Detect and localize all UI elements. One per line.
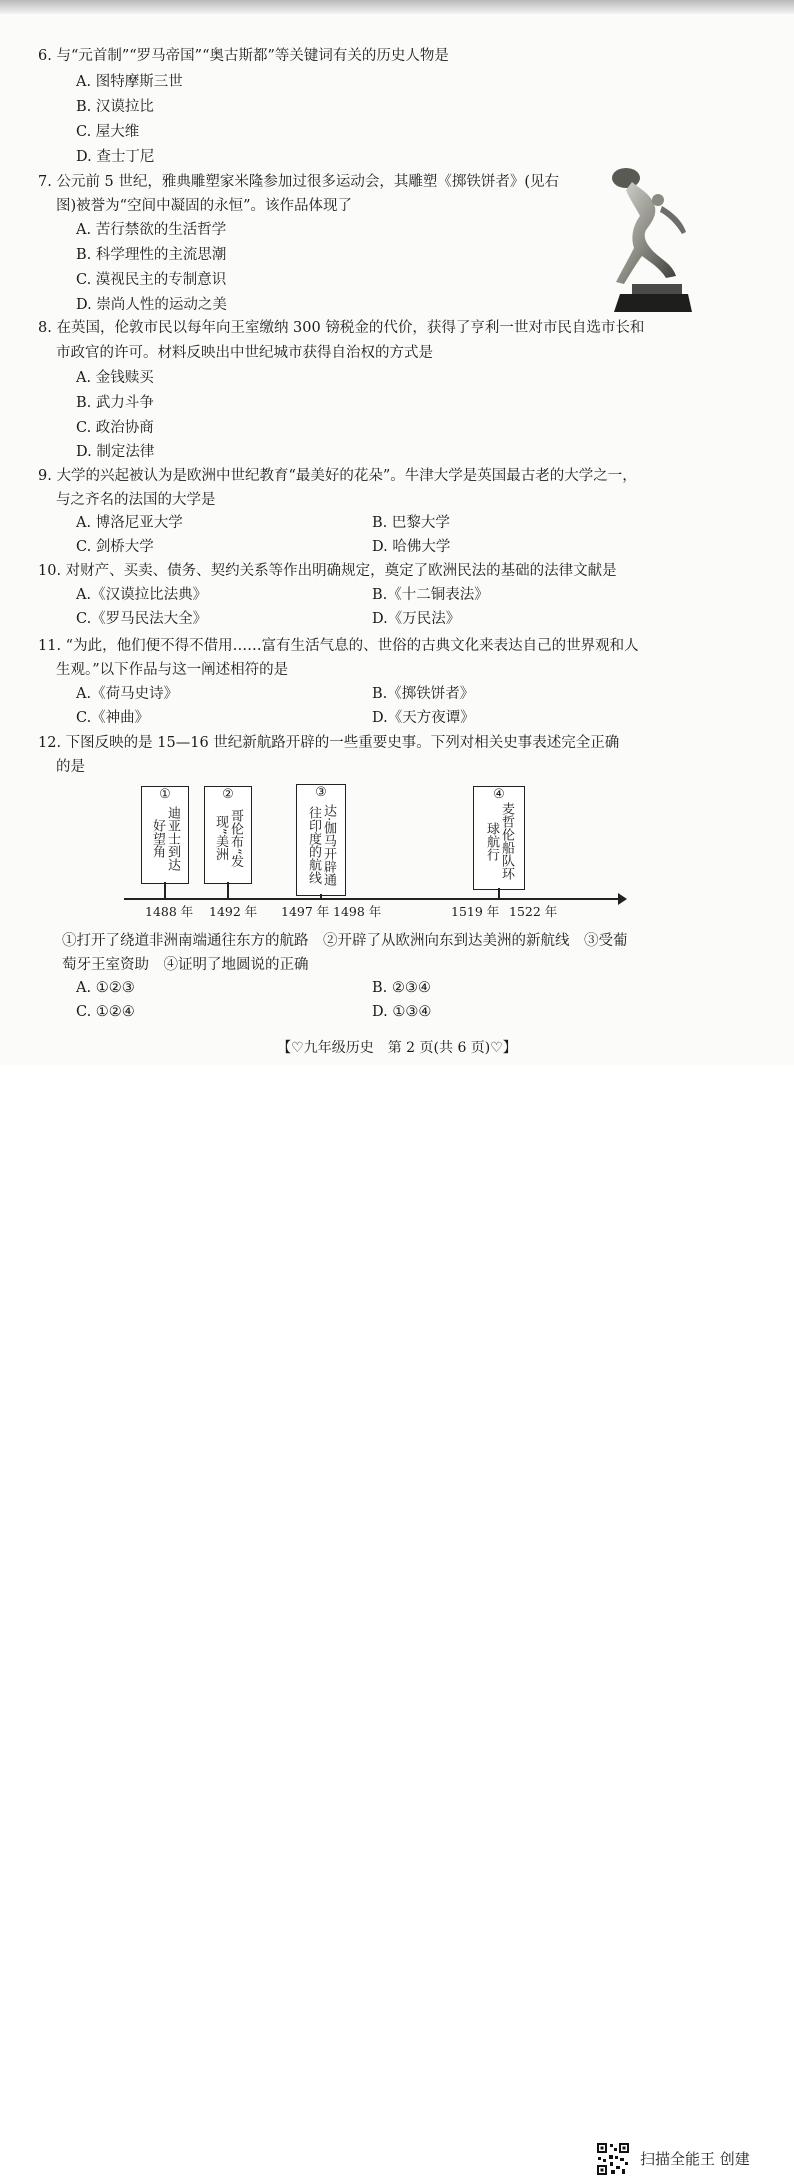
q7-stem-line2: 图)被誉为“空间中凝固的永恒”。该作品体现了 bbox=[56, 198, 352, 214]
timeline-year-3: 1497 年 bbox=[281, 904, 330, 919]
q10-option-a: A.《汉谟拉比法典》 bbox=[76, 587, 208, 603]
q6-option-c: C. 屋大维 bbox=[76, 124, 140, 140]
timeline-event-4 bbox=[473, 786, 525, 890]
q12-option-d: D. ①③④ bbox=[372, 1004, 432, 1020]
q11-option-b: B.《掷铁饼者》 bbox=[372, 686, 475, 702]
timeline-year-5: 1519 年 bbox=[451, 904, 500, 919]
q10-option-c: C.《罗马民法大全》 bbox=[76, 611, 208, 627]
q7-option-b: B. 科学理性的主流思潮 bbox=[76, 247, 227, 263]
q7-stem-line1: 7. 公元前 5 世纪，雅典雕塑家米隆参加过很多运动会，其雕塑《掷铁饼者》(见右 bbox=[38, 174, 560, 190]
q12-stem-line2: 的是 bbox=[56, 759, 85, 775]
timeline-connector-4 bbox=[498, 888, 500, 898]
timeline-event-2-number: ② bbox=[222, 787, 234, 802]
q12-option-c: C. ①②④ bbox=[76, 1004, 135, 1020]
timeline-event-3-text: 达·伽马开辟通往印度的航线 bbox=[306, 803, 336, 887]
timeline-connector-2 bbox=[227, 882, 229, 898]
q11-option-c: C.《神曲》 bbox=[76, 710, 150, 726]
q8-stem-line2: 市政官的许可。材料反映出中世纪城市获得自治权的方式是 bbox=[56, 345, 433, 361]
scanner-label: 扫描全能王 创建 bbox=[640, 2150, 750, 2168]
timeline-axis bbox=[124, 898, 620, 900]
q7-option-d: D. 崇尚人性的运动之美 bbox=[76, 297, 227, 313]
q9-stem-line2: 与之齐名的法国的大学是 bbox=[56, 492, 216, 508]
q6-option-b: B. 汉谟拉比 bbox=[76, 99, 154, 115]
q12-stem-line1: 12. 下图反映的是 15—16 世纪新航路开辟的一些重要史事。下列对相关史事表述完全正确 bbox=[38, 735, 620, 751]
timeline-event-2 bbox=[204, 786, 252, 884]
timeline-event-1-text: 迪亚士到达好望角 bbox=[150, 805, 180, 871]
q8-option-c: C. 政治协商 bbox=[76, 420, 154, 436]
q11-stem-line2: 生观。”以下作品与这一阐述相符的是 bbox=[56, 662, 289, 678]
q10-option-b: B.《十二铜表法》 bbox=[372, 587, 489, 603]
timeline-year-1: 1488 年 bbox=[145, 904, 194, 919]
q6-stem: 6. 与“元首制”“罗马帝国”“奥古斯都”等关键词有关的历史人物是 bbox=[38, 48, 449, 64]
timeline-event-4-text: 麦哲伦船队环球航行 bbox=[484, 802, 514, 880]
q9-option-a: A. 博洛尼亚大学 bbox=[76, 515, 183, 531]
q6-option-a: A. 图特摩斯三世 bbox=[76, 74, 183, 90]
timeline-event-1-number: ① bbox=[159, 787, 171, 802]
timeline-event-3-number: ③ bbox=[315, 785, 327, 800]
page-footer: 【♡九年级历史 第 2 页(共 6 页)♡】 bbox=[277, 1040, 517, 1056]
q7-option-a: A. 苦行禁欲的生活哲学 bbox=[76, 222, 227, 238]
q8-option-b: B. 武力斗争 bbox=[76, 395, 154, 411]
scanner-watermark-bar bbox=[0, 1065, 794, 2168]
q11-stem-line1: 11. “为此，他们便不得不借用……富有生活气息的、世俗的古典文化来表达自己的世界观和人 bbox=[38, 638, 639, 654]
q6-option-d: D. 查士丁尼 bbox=[76, 149, 155, 165]
timeline-event-1 bbox=[141, 786, 189, 884]
q7-option-c: C. 漠视民主的专制意识 bbox=[76, 272, 227, 288]
discus-thrower-statue-image bbox=[602, 160, 694, 318]
q10-option-d: D.《万民法》 bbox=[372, 611, 461, 627]
timeline-event-3 bbox=[296, 784, 346, 896]
exam-page bbox=[0, 0, 794, 1065]
q9-stem-line1: 9. 大学的兴起被认为是欧洲中世纪教育“最美好的花朵”。牛津大学是英国最古老的大学之一， bbox=[38, 468, 637, 484]
timeline-event-2-text: 哥伦布“发现”美洲 bbox=[213, 808, 243, 868]
timeline-connector-1 bbox=[164, 882, 166, 898]
q8-stem-line1: 8. 在英国，伦敦市民以每年向王室缴纳 300 镑税金的代价，获得了亨利一世对市民自选市长和 bbox=[38, 320, 645, 336]
q9-option-c: C. 剑桥大学 bbox=[76, 539, 154, 555]
q11-option-a: A.《荷马史诗》 bbox=[76, 686, 179, 702]
q9-option-d: D. 哈佛大学 bbox=[372, 539, 451, 555]
timeline-year-6: 1522 年 bbox=[509, 904, 558, 919]
q10-stem: 10. 对财产、买卖、债务、契约关系等作出明确规定，奠定了欧洲民法的基础的法律文献是 bbox=[38, 563, 617, 579]
q8-option-d: D. 制定法律 bbox=[76, 444, 155, 460]
q12-option-a: A. ①②③ bbox=[76, 980, 135, 996]
qr-code-icon bbox=[596, 2142, 630, 2176]
timeline-year-4: 1498 年 bbox=[333, 904, 382, 919]
q12-option-b: B. ②③④ bbox=[372, 980, 431, 996]
timeline-event-4-number: ④ bbox=[493, 787, 505, 802]
q12-statements-line1: ①打开了绕道非洲南端通往东方的航路 ②开辟了从欧洲向东到达美洲的新航线 ③受葡 bbox=[62, 933, 628, 949]
q12-statements-line2: 萄牙王室资助 ④证明了地圆说的正确 bbox=[62, 957, 309, 973]
timeline-year-2: 1492 年 bbox=[209, 904, 258, 919]
scan-top-edge bbox=[0, 0, 794, 14]
timeline-arrow-icon bbox=[618, 893, 627, 905]
q11-option-d: D.《天方夜谭》 bbox=[372, 710, 475, 726]
voyages-timeline bbox=[0, 780, 794, 920]
q9-option-b: B. 巴黎大学 bbox=[372, 515, 450, 531]
q8-option-a: A. 金钱赎买 bbox=[76, 370, 154, 386]
